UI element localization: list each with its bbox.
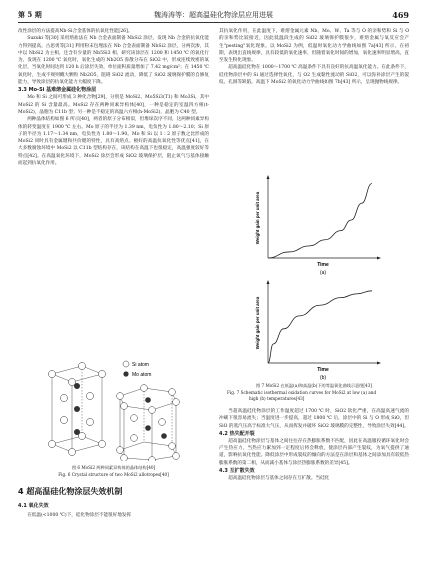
paragraph: 两种晶体结构如图 6 所示[40]，两者的原子分布相似，但堆垛次序不同，这两种同素异构体的转变温度在 1900 ℃ 左右。Mo 原子的半径为 1.39 nm，电负性为 1.80～2.10；Si 原子的半径为 1.17～1.34 nm，电负性为 1.80～1.90。Mo 和 Si 以 1∶2 原子数之比形成的 MoSi2 同时具有金属键和共价键的特性，具有高熔点、极好的高温抗氧化性等优点[41]，在大多数腐蚀环境中 MoSi2 以 C11b 型结构存在，该结构在高温下也很稳定，高温强度较好等特点[42]。在高温氧化环境下，MoSi2 涂层会形成 SiO2 玻璃保护层，阻止氧气与基体接触而起到抗氧化作用。 — [18, 117, 209, 167]
header-rule — [18, 22, 409, 23]
paragraph: 在低温(<1000 ℃)下，硅化物涂层不能很好地发挥 — [27, 513, 132, 518]
page-number: 469 — [392, 10, 409, 20]
si-atom-legend-icon — [123, 361, 129, 367]
panel-a-ylabel: Weight gain per unit area — [255, 191, 260, 245]
figure-6-caption — [18, 465, 209, 478]
panel-b — [255, 280, 381, 380]
mo-atom-legend-icon — [123, 371, 128, 376]
paragraph: 当超高温硅化物涂层的工作温度超过 1700 ℃ 时，SiO2 软化严重，在高温高速气流的冲刷下很容易流失；当温度进一步提高，超过 1800 ℃ 后，涂层中的 Si 与 O 形成 SiO，但 SiO 的蒸汽压高于标准大气压，从而挥发并破坏 SiO2 玻璃膜的完整性，导致涂层失效[44]。 — [219, 409, 409, 429]
section-heading-4-3: 4.3 互扩散失效 — [219, 468, 255, 475]
paragraph: 超高温硅化物涂层与基体之间存在互扩散。当硅化 — [228, 476, 330, 482]
panel-a — [255, 175, 381, 276]
figure-7-caption — [219, 383, 409, 403]
paragraph: Mo 和 Si 之间可形成 3 种化合物[29]，分别是 MoSi2、Mo5Si3(T1) 和 Mo3Si，其中 MoSi2 的 Si 含量最高。MoSi2 存在两种同素异构体[40]，一种是稳定的室温四方相(t-MoSi2)，晶胞为 C11b 型；另一种是不稳定的高温六方相(h-MoSi2)，晶胞为 C40 型。 — [18, 95, 209, 115]
section-heading-4-1: 4.1 氧化失效 — [18, 503, 49, 509]
panel-b-ylabel: Weight gain per unit area — [255, 296, 260, 350]
paragraph: 其抗氧化作用，在此温度下，难熔金属元素 Nb、Mo、W、Ta 等与 O 的亲和势和 Si 与 O 的亲和势比较接近，因此低温段生成的 SiO2 玻璃保护膜很少，难熔金属与氧反应会产生"pesting"氧化现象。以 MoSi2 为例，低温时氧化动力学曲线如图 7a[43] 所示，在初期，表现出直线规律，具有较低的氧化速率，但随着氧化时间的增加，氧化速率明显增高，直至发生粉化现象。 — [219, 29, 409, 64]
section-heading-3-3: 3.3 Mo-Si 基难熔金属硅化物涂层 — [18, 87, 97, 94]
figure-7-caption-en-1: Fig. 7 Schematic isothermal oxidation curves for MoSi2 at low (a) and — [227, 389, 377, 395]
panel-b-x-arrow-icon — [377, 362, 381, 365]
running-header — [18, 10, 409, 22]
panel-a-curve — [268, 184, 372, 258]
panel-b-curve — [268, 291, 372, 363]
figure-6-crystal-structures — [44, 356, 184, 461]
section-heading-4: 4 超高温硅化物涂层失效机制 — [18, 487, 123, 496]
hexagonal-atoms — [117, 385, 180, 461]
right-column-top — [219, 28, 409, 86]
tetragonal-atoms — [48, 362, 105, 455]
paragraph: 改性涂层的方法提高Nb-Si合金基体的抗氧化性能[26]。 — [18, 29, 133, 34]
panel-a-x-arrow-icon — [377, 257, 381, 260]
left-column-top — [18, 28, 209, 167]
panel-a-y-arrow-icon — [267, 175, 270, 179]
section-heading-4-2: 4.2 热失配开裂 — [219, 430, 255, 437]
figure-6-caption-en: Fig. 6 Crystal structure of two MoSi2 allotropes[40] — [58, 471, 169, 477]
legend-mo-label: Mo atom — [132, 372, 152, 378]
panel-b-y-arrow-icon — [267, 280, 270, 284]
left-column-bottom — [18, 512, 209, 519]
figure-7-caption-zh: 图 7 MoSi2 在低温(a)和高温(b)下的等温氧化曲线示意图[43] — [255, 383, 373, 388]
right-column-bottom — [219, 408, 409, 482]
paragraph: 超高温硅化物在 1000～1700 ℃ 高温条件下具有良好的抗高温氧化能力。在此条件下，硅化物涂层中的 Si 通过选择性氧化，与 O2 生成黏性流动的 SiO2，可以弥补涂层产生的裂纹、孔洞等缺陷。高温下 MoSi2 的氧化动力学曲线如图 7b[43] 所示，呈现抛物线规律。 — [219, 65, 409, 86]
panel-a-label: (a) — [319, 270, 327, 276]
paragraph: 超高温硅化物涂层与基体之间往往存在热膨胀系数不匹配，因此在高温服役循环氧化时会产生热应力，当热应力累加到一定程度后将会释放，使涂层内部产生裂纹，为氧气提供了通道，影响抗氧化性能。降低涂层中形成裂纹的倾向的方法是在涂层和基体之间添加具有较低热膨胀系数的第二相，从而减小基体与涂层热膨胀系数的差异[45]。 — [219, 438, 409, 466]
panel-a-xlabel: Time — [317, 262, 329, 268]
figure-6-caption-zh: 图 6 MoSi2 两种同素异构体的晶体结构[40] — [71, 465, 156, 470]
figure-7-caption-en-2: high (b) temperatures[43] — [249, 396, 305, 401]
running-title: 魏涛涛等：超高温硅化物涂层应用进展 — [154, 11, 273, 19]
issue-number: 第 5 期 — [18, 10, 42, 19]
paragraph: Suzuki 等[30] 采用熔盐法在 Nb 合金表面制备 NbSi2 涂层，发现 Nb 合金的抗氧化能力得到提高。古思勇等[31] 利用粉末包埋法在 Nb 合金表面制备 NbSi2 涂层，分两次渗，其中以 NbSi2 为主相，还含有少量的 Nb5Si3 相，研究该涂层在 1200 和 1450 ℃ 的氧化行为，发现在 1200 ℃ 氧化时，氧化生成的 Nb2O5 弥散分布在 SiO2 中，形成连续致密的氧化层，当氧化时间达到 120 h 后涂层失效，单位面积质量增加了 7.42 mg/cm²；在 1450 ℃ 氧化时，生成不规则概大颗粒 Nb2O5，阻碍 SiO2 流动，降低了 SiO2 玻璃保护膜的自修复能力，导致涂层的抗氧化能力大幅度下降。 — [18, 36, 209, 86]
legend-si-label: Si atom — [132, 362, 149, 368]
figure-6-legend — [123, 361, 151, 378]
figure-7-oxidation-curves — [248, 170, 388, 380]
panel-b-xlabel: Time — [317, 367, 329, 373]
panel-b-label: (b) — [319, 375, 327, 380]
